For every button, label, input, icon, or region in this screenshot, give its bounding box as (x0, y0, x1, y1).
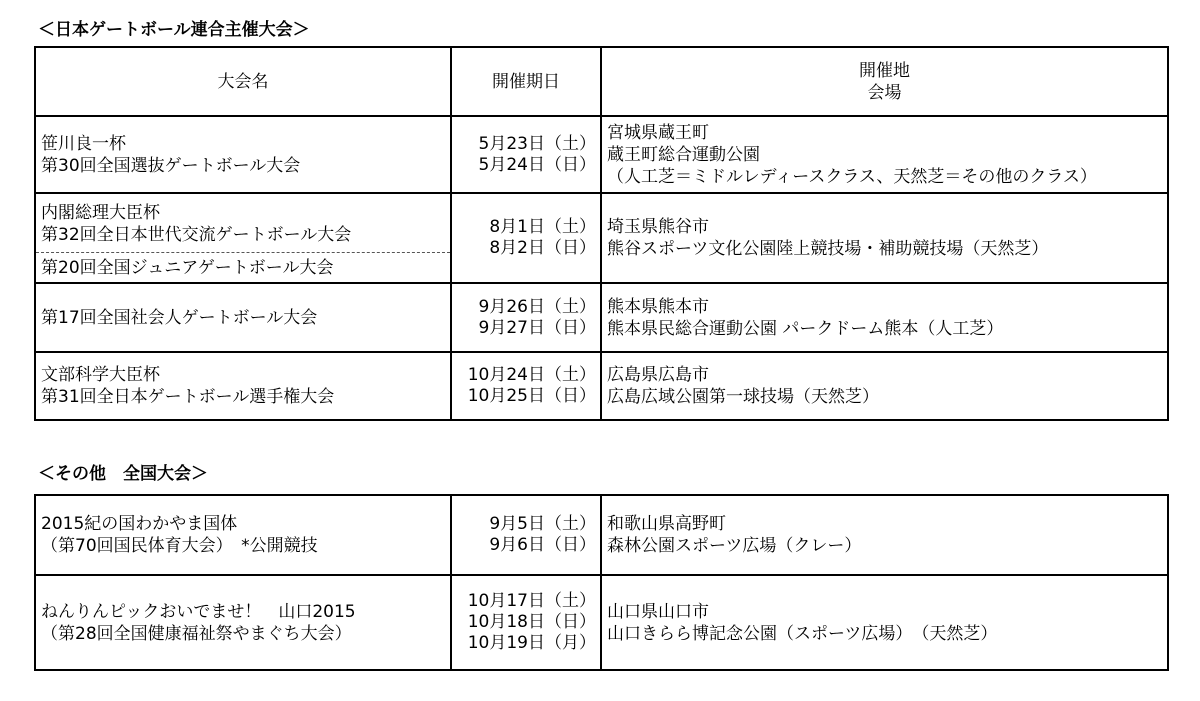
date-day2: 9月6日（日） (489, 535, 596, 555)
venue-city: 宮城県蔵王町 (607, 122, 709, 143)
tournament-title-secondary: 第20回全国ジュニアゲートボール大会 (41, 257, 334, 278)
main-tournament-table (34, 46, 1169, 421)
date-day1: 10月17日（土） (467, 591, 596, 611)
date-day1: 9月5日（土） (489, 514, 596, 534)
date-day3: 10月19日（月） (467, 633, 596, 653)
tournament-name (35, 352, 451, 420)
venue-place: 森林公園スポーツ広場（クレー） (607, 536, 862, 556)
tournament-name-upper (36, 196, 450, 252)
tournament-dates (451, 352, 601, 420)
venue-city: 和歌山県高野町 (607, 514, 726, 534)
date-day2: 8月2日（日） (489, 238, 596, 258)
tournament-title: 2015紀の国わかやま国体 (41, 514, 238, 534)
venue-place: 熊本県民総合運動公園 パークドーム熊本（人工芝） (607, 318, 1004, 339)
date-day1: 9月26日（土） (478, 296, 596, 317)
venue-place: 広島広域公園第一球技場（天然芝） (607, 387, 879, 407)
header-venue-line2: 会場 (867, 82, 902, 103)
date-day1: 8月1日（土） (489, 217, 596, 237)
tournament-dates (451, 193, 601, 283)
tournament-title: 第32回全日本世代交流ゲートボール大会 (41, 224, 352, 245)
section-title-main: ＜日本ゲートボール連合主催大会＞ (38, 20, 310, 40)
date-day1: 10月24日（土） (467, 365, 596, 385)
header-venue (601, 47, 1168, 116)
venue-place: 蔵王町総合運動公園 (607, 144, 760, 165)
tournament-dates (451, 575, 601, 670)
tournament-name (35, 495, 451, 575)
tournament-name (35, 575, 451, 670)
date-day1: 5月23日（土） (478, 133, 596, 154)
header-venue-line1: 開催地 (859, 60, 910, 81)
date-day2: 10月25日（日） (467, 386, 596, 406)
table-row (35, 352, 1168, 420)
header-name: 大会名 (35, 47, 451, 116)
venue-note: （人工芝＝ミドルレディースクラス、天然芝＝その他のクラス） (607, 166, 1097, 187)
venue-place: 熊谷スポーツ文化公園陸上競技場・補助競技場（天然芝） (607, 239, 1049, 259)
table-row (35, 283, 1168, 352)
venue-city: 熊本県熊本市 (607, 296, 709, 317)
venue-city: 山口県山口市 (607, 601, 709, 622)
header-date: 開催期日 (451, 47, 601, 116)
tournament-cup: 内閣総理大臣杯 (41, 202, 160, 223)
tournament-name-lower (36, 252, 450, 281)
table-header-row (35, 47, 1168, 116)
tournament-title: 第30回全国選抜ゲートボール大会 (41, 155, 301, 176)
tournament-name (35, 193, 451, 283)
tournament-venue (601, 575, 1168, 670)
tournament-venue (601, 116, 1168, 193)
tournament-venue (601, 193, 1168, 283)
other-tournament-table (34, 494, 1169, 671)
table-row (35, 575, 1168, 670)
tournament-venue (601, 352, 1168, 420)
tournament-subtitle: （第70回国民体育大会） *公開競技 (41, 536, 318, 556)
date-day2: 9月27日（日） (478, 317, 596, 338)
table-row (35, 193, 1168, 283)
table-row (35, 495, 1168, 575)
section-title-other: ＜その他 全国大会＞ (38, 464, 208, 484)
venue-place: 山口きらら博記念公園（スポーツ広場） （天然芝） (607, 623, 998, 644)
tournament-subtitle: （第28回全国健康福祉祭やまぐち大会） (41, 623, 352, 644)
tournament-dates (451, 116, 601, 193)
date-day2: 5月24日（日） (478, 154, 596, 175)
venue-city: 埼玉県熊谷市 (607, 217, 709, 237)
tournament-title: ねんりんピックおいでませ！ 山口2015 (41, 601, 356, 622)
tournament-venue (601, 283, 1168, 352)
table-row (35, 116, 1168, 193)
tournament-venue (601, 495, 1168, 575)
tournament-title: 第17回全国社会人ゲートボール大会 (41, 307, 318, 328)
tournament-name (35, 116, 451, 193)
venue-city: 広島県広島市 (607, 365, 709, 385)
tournament-dates (451, 495, 601, 575)
tournament-cup: 文部科学大臣杯 (41, 365, 160, 385)
date-day2: 10月18日（日） (467, 612, 596, 632)
tournament-title: 第31回全日本ゲートボール選手権大会 (41, 387, 335, 407)
tournament-name (35, 283, 451, 352)
tournament-dates (451, 283, 601, 352)
tournament-cup: 笹川良一杯 (41, 133, 126, 154)
